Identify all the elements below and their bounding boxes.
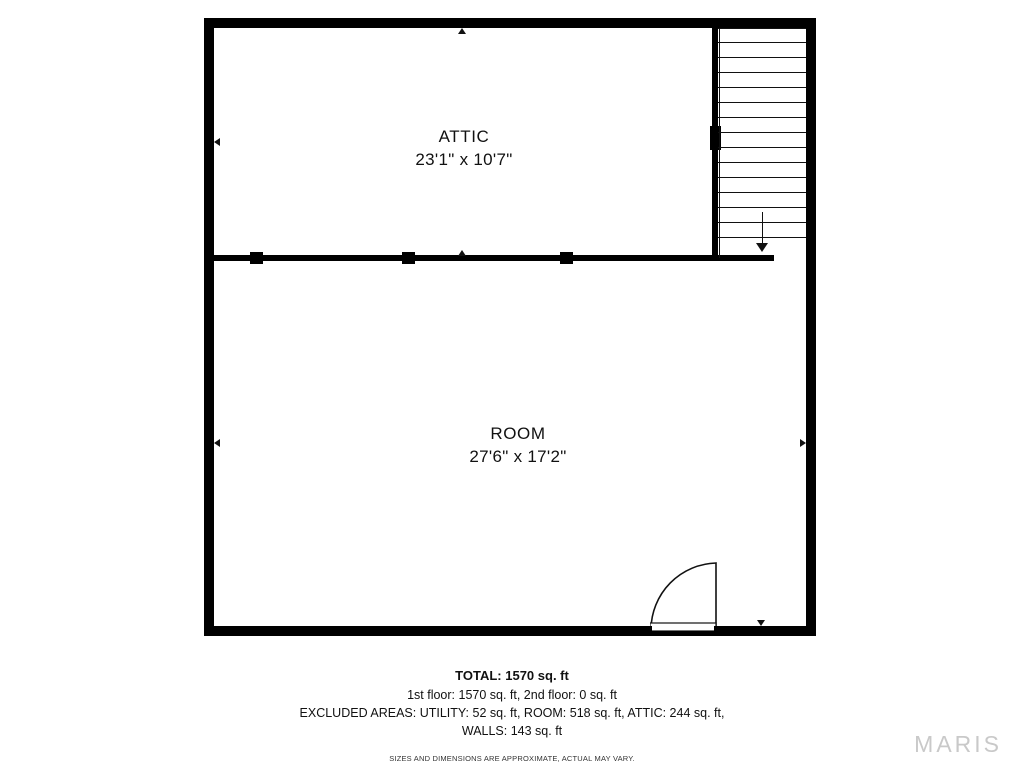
interior-wall-post-2 — [402, 252, 415, 264]
interior-wall-post-3 — [560, 252, 573, 264]
excluded-areas-text: EXCLUDED AREAS: UTILITY: 52 sq. ft, ROOM: 518 sq. ft, ATTIC: 244 sq. ft, — [299, 706, 725, 721]
room-dimensions-room: 27'6" x 17'2" — [469, 446, 567, 466]
door-swing-icon — [650, 561, 718, 631]
room-label-room — [414, 423, 622, 469]
exterior-wall-left — [204, 18, 214, 636]
interior-wall-divider — [214, 255, 774, 261]
interior-wall-post-1 — [250, 252, 263, 264]
area-summary — [0, 668, 1024, 763]
wall-marker-right-room — [800, 439, 806, 447]
wall-marker-bottom — [757, 620, 765, 626]
room-label-attic — [360, 126, 568, 172]
wall-marker-left-room — [214, 439, 220, 447]
wall-marker-divider — [458, 250, 466, 256]
door-opening-wall-right — [714, 626, 816, 636]
room-name-attic: ATTIC — [438, 127, 490, 146]
room-dimensions-attic: 23'1" x 10'7" — [415, 149, 513, 169]
disclaimer-text: SIZES AND DIMENSIONS ARE APPROXIMATE, ACTUAL MAY VARY. — [389, 754, 635, 764]
walls-area-text: WALLS: 143 sq. ft — [461, 724, 563, 739]
exterior-wall-right — [806, 18, 816, 636]
door-opening-wall-left — [640, 626, 652, 636]
floor-breakdown-text: 1st floor: 1570 sq. ft, 2nd floor: 0 sq. ft — [407, 688, 617, 702]
wall-marker-top — [458, 28, 466, 34]
total-area-text: TOTAL: 1570 sq. ft — [455, 668, 569, 683]
maris-watermark: MARIS — [914, 731, 1002, 757]
room-name-room: ROOM — [490, 424, 546, 443]
exterior-wall-top — [204, 18, 816, 28]
wall-marker-left-attic — [214, 138, 220, 146]
stair-direction-arrow-icon — [756, 243, 768, 252]
stair-direction-line — [762, 212, 763, 244]
